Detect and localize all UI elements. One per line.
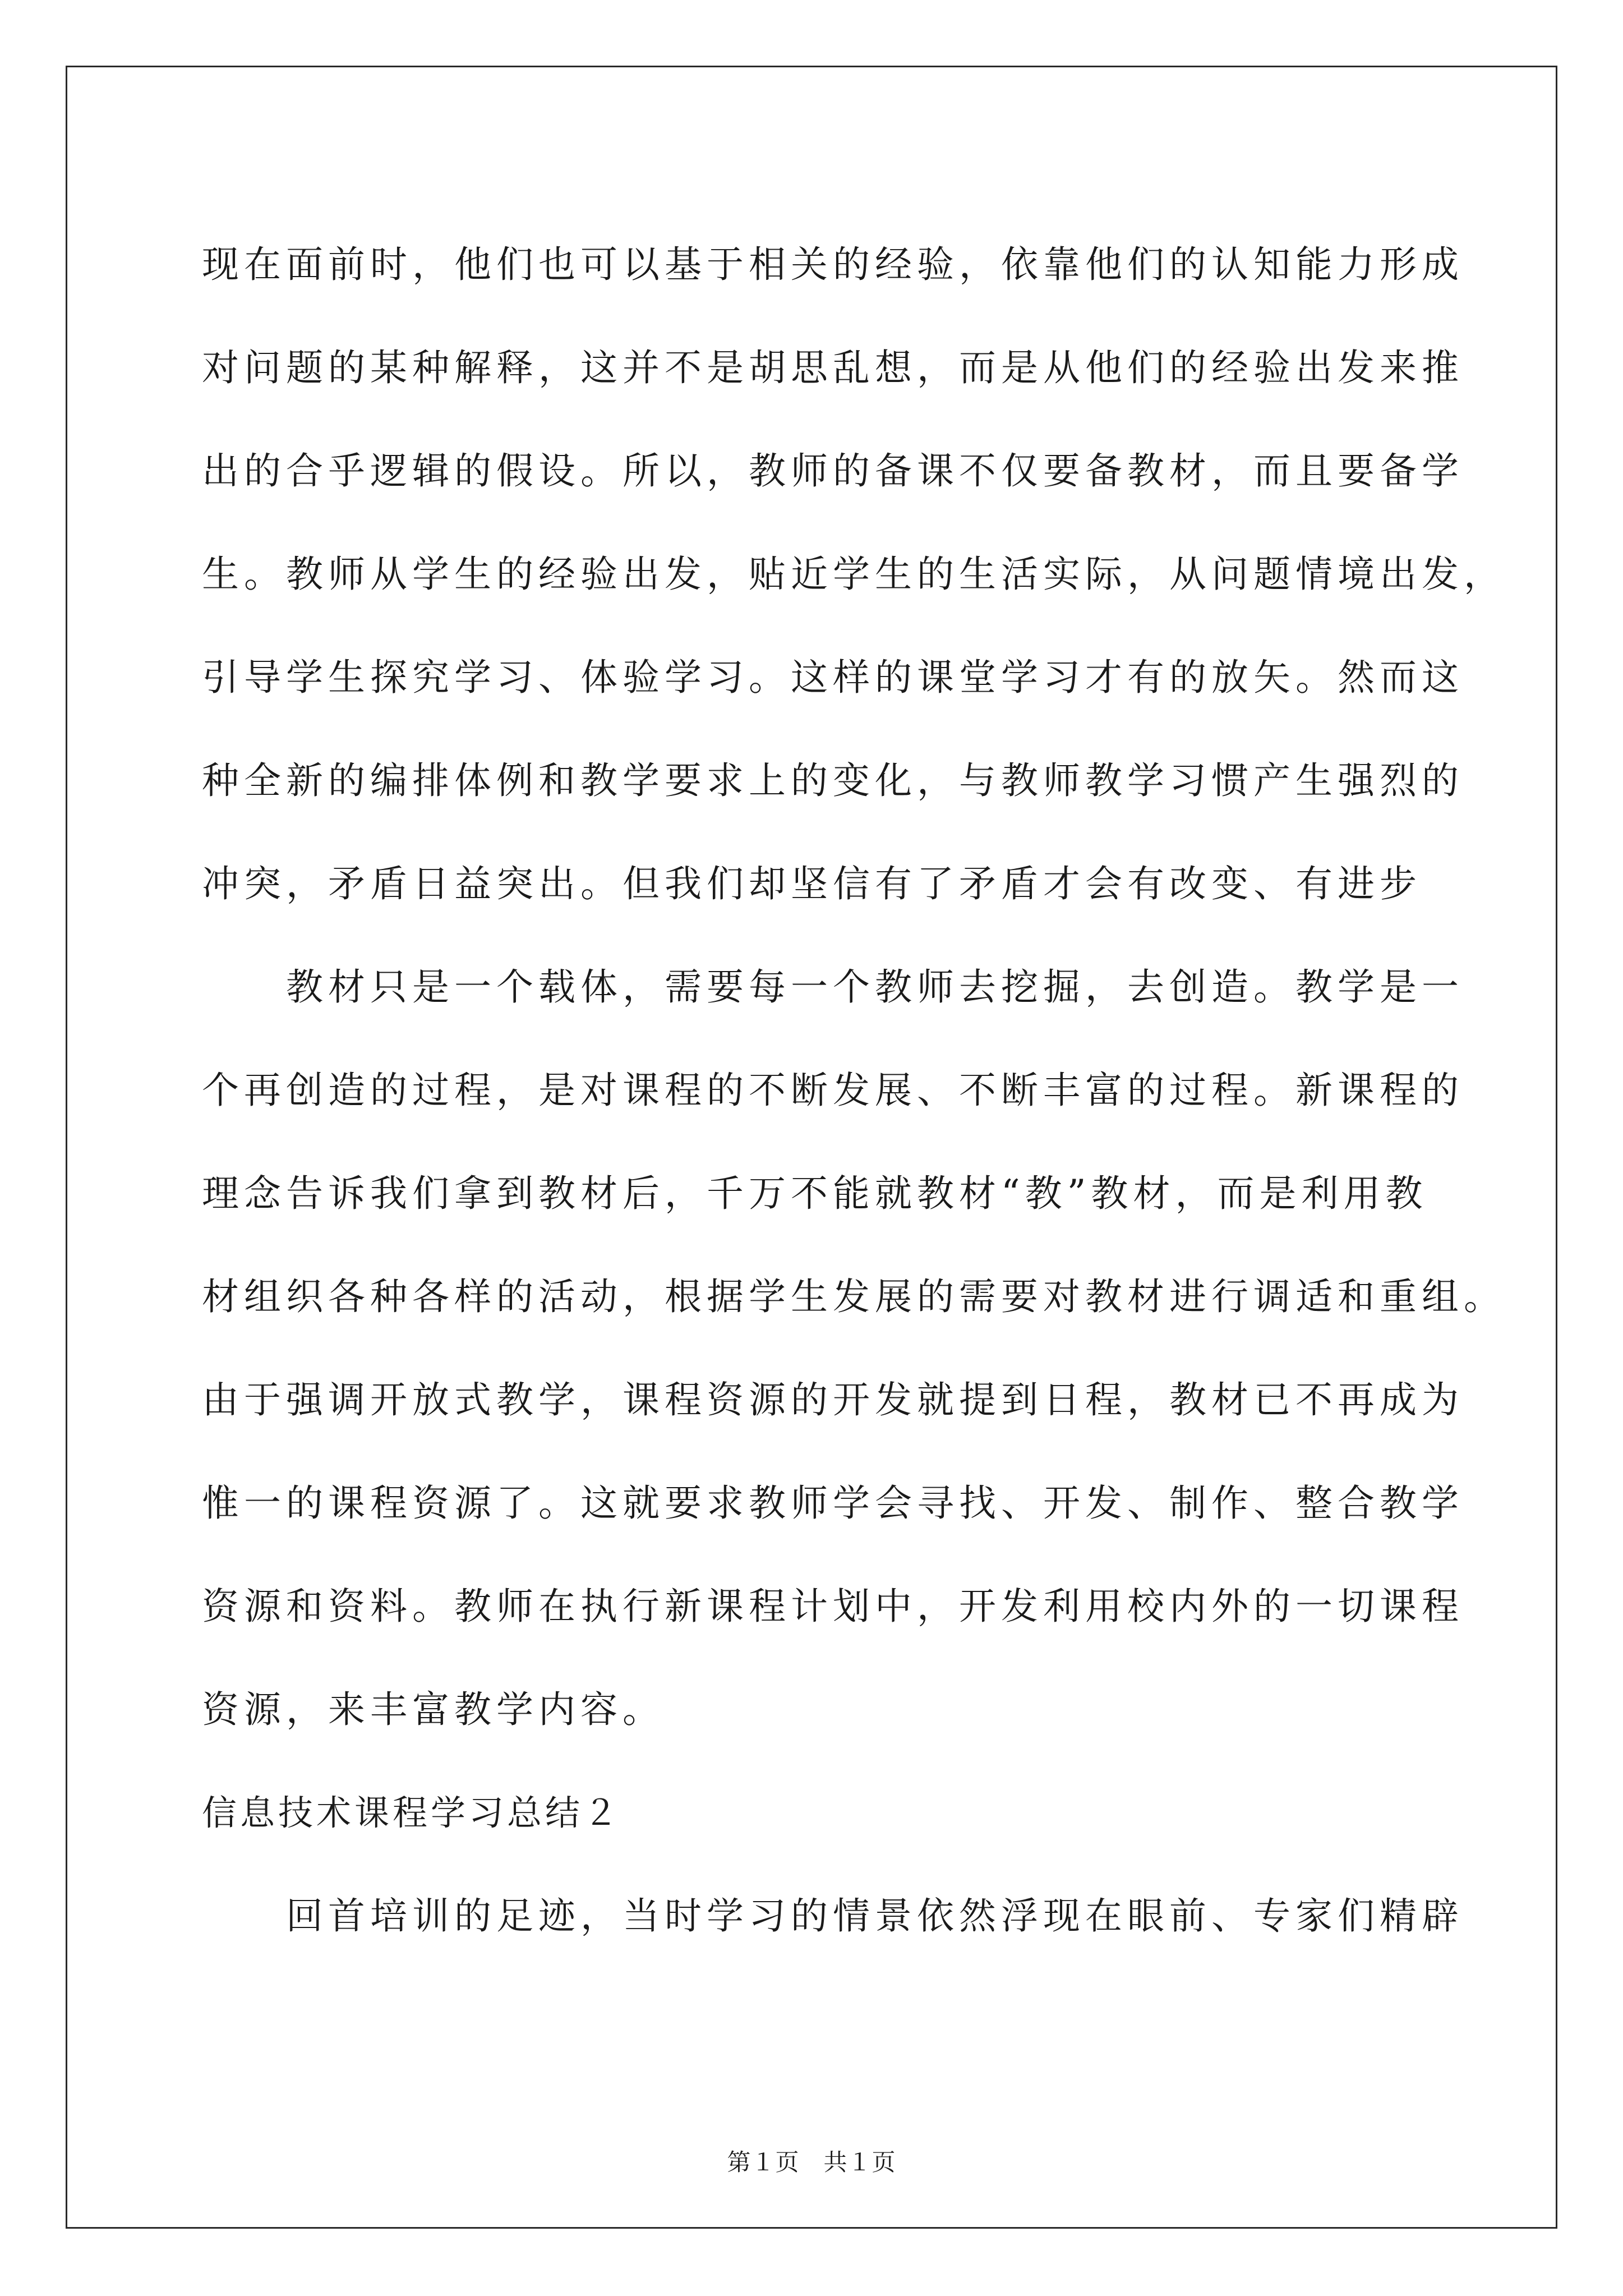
text-line: 惟一的课程资源了。这就要求教师学会寻找、开发、制作、整合教学 xyxy=(202,1481,1464,1525)
paragraph-2 xyxy=(202,936,1506,1761)
text-line: 教材只是一个载体，需要每一个教师去挖掘，去创造。教学是一 xyxy=(286,965,1464,1009)
text-line: 理念告诉我们拿到教材后，千万不能就教材“教”教材，而是利用教 xyxy=(202,1172,1428,1215)
text-line: 种全新的编排体例和教学要求上的变化，与教师教学习惯产生强烈的 xyxy=(202,759,1464,802)
text-line: 材组织各种各样的活动，根据学生发展的需要对教材进行调适和重组。 xyxy=(202,1275,1506,1318)
text-line: 个再创造的过程，是对课程的不断发展、不断丰富的过程。新课程的 xyxy=(202,1069,1464,1112)
text-line: 冲突，矛盾日益突出。但我们却坚信有了矛盾才会有改变、有进步 xyxy=(202,862,1422,905)
text-line: 现在面前时，他们也可以基于相关的经验，依靠他们的认知能力形成 xyxy=(202,243,1464,286)
text-line: 引导学生探究学习、体验学习。这样的课堂学习才有的放矢。然而这 xyxy=(202,656,1464,699)
text-line: 出的合乎逻辑的假设。所以，教师的备课不仅要备教材，而且要备学 xyxy=(202,449,1464,493)
text-line: 由于强调开放式教学，课程资源的开发就提到日程，教材已不再成为 xyxy=(202,1378,1464,1421)
document-body xyxy=(202,213,1506,1968)
paragraph-3 xyxy=(202,1865,1464,1968)
section-heading: 信息技术课程学习总结２ xyxy=(202,1792,622,1833)
text-line: 生。教师从学生的经验出发，贴近学生的生活实际，从问题情境出发， xyxy=(202,553,1506,596)
text-line: 资源，来丰富教学内容。 xyxy=(202,1688,665,1731)
text-line: 资源和资料。教师在执行新课程计划中，开发利用校内外的一切课程 xyxy=(202,1585,1464,1628)
page-footer: 第１页 共１页 xyxy=(727,2148,896,2176)
text-line: 回首培训的足迹，当时学习的情景依然浮现在眼前、专家们精辟 xyxy=(286,1894,1464,1938)
text-line: 对问题的某种解释，这并不是胡思乱想，而是从他们的经验出发来推 xyxy=(202,346,1464,389)
paragraph-1 xyxy=(202,213,1506,936)
